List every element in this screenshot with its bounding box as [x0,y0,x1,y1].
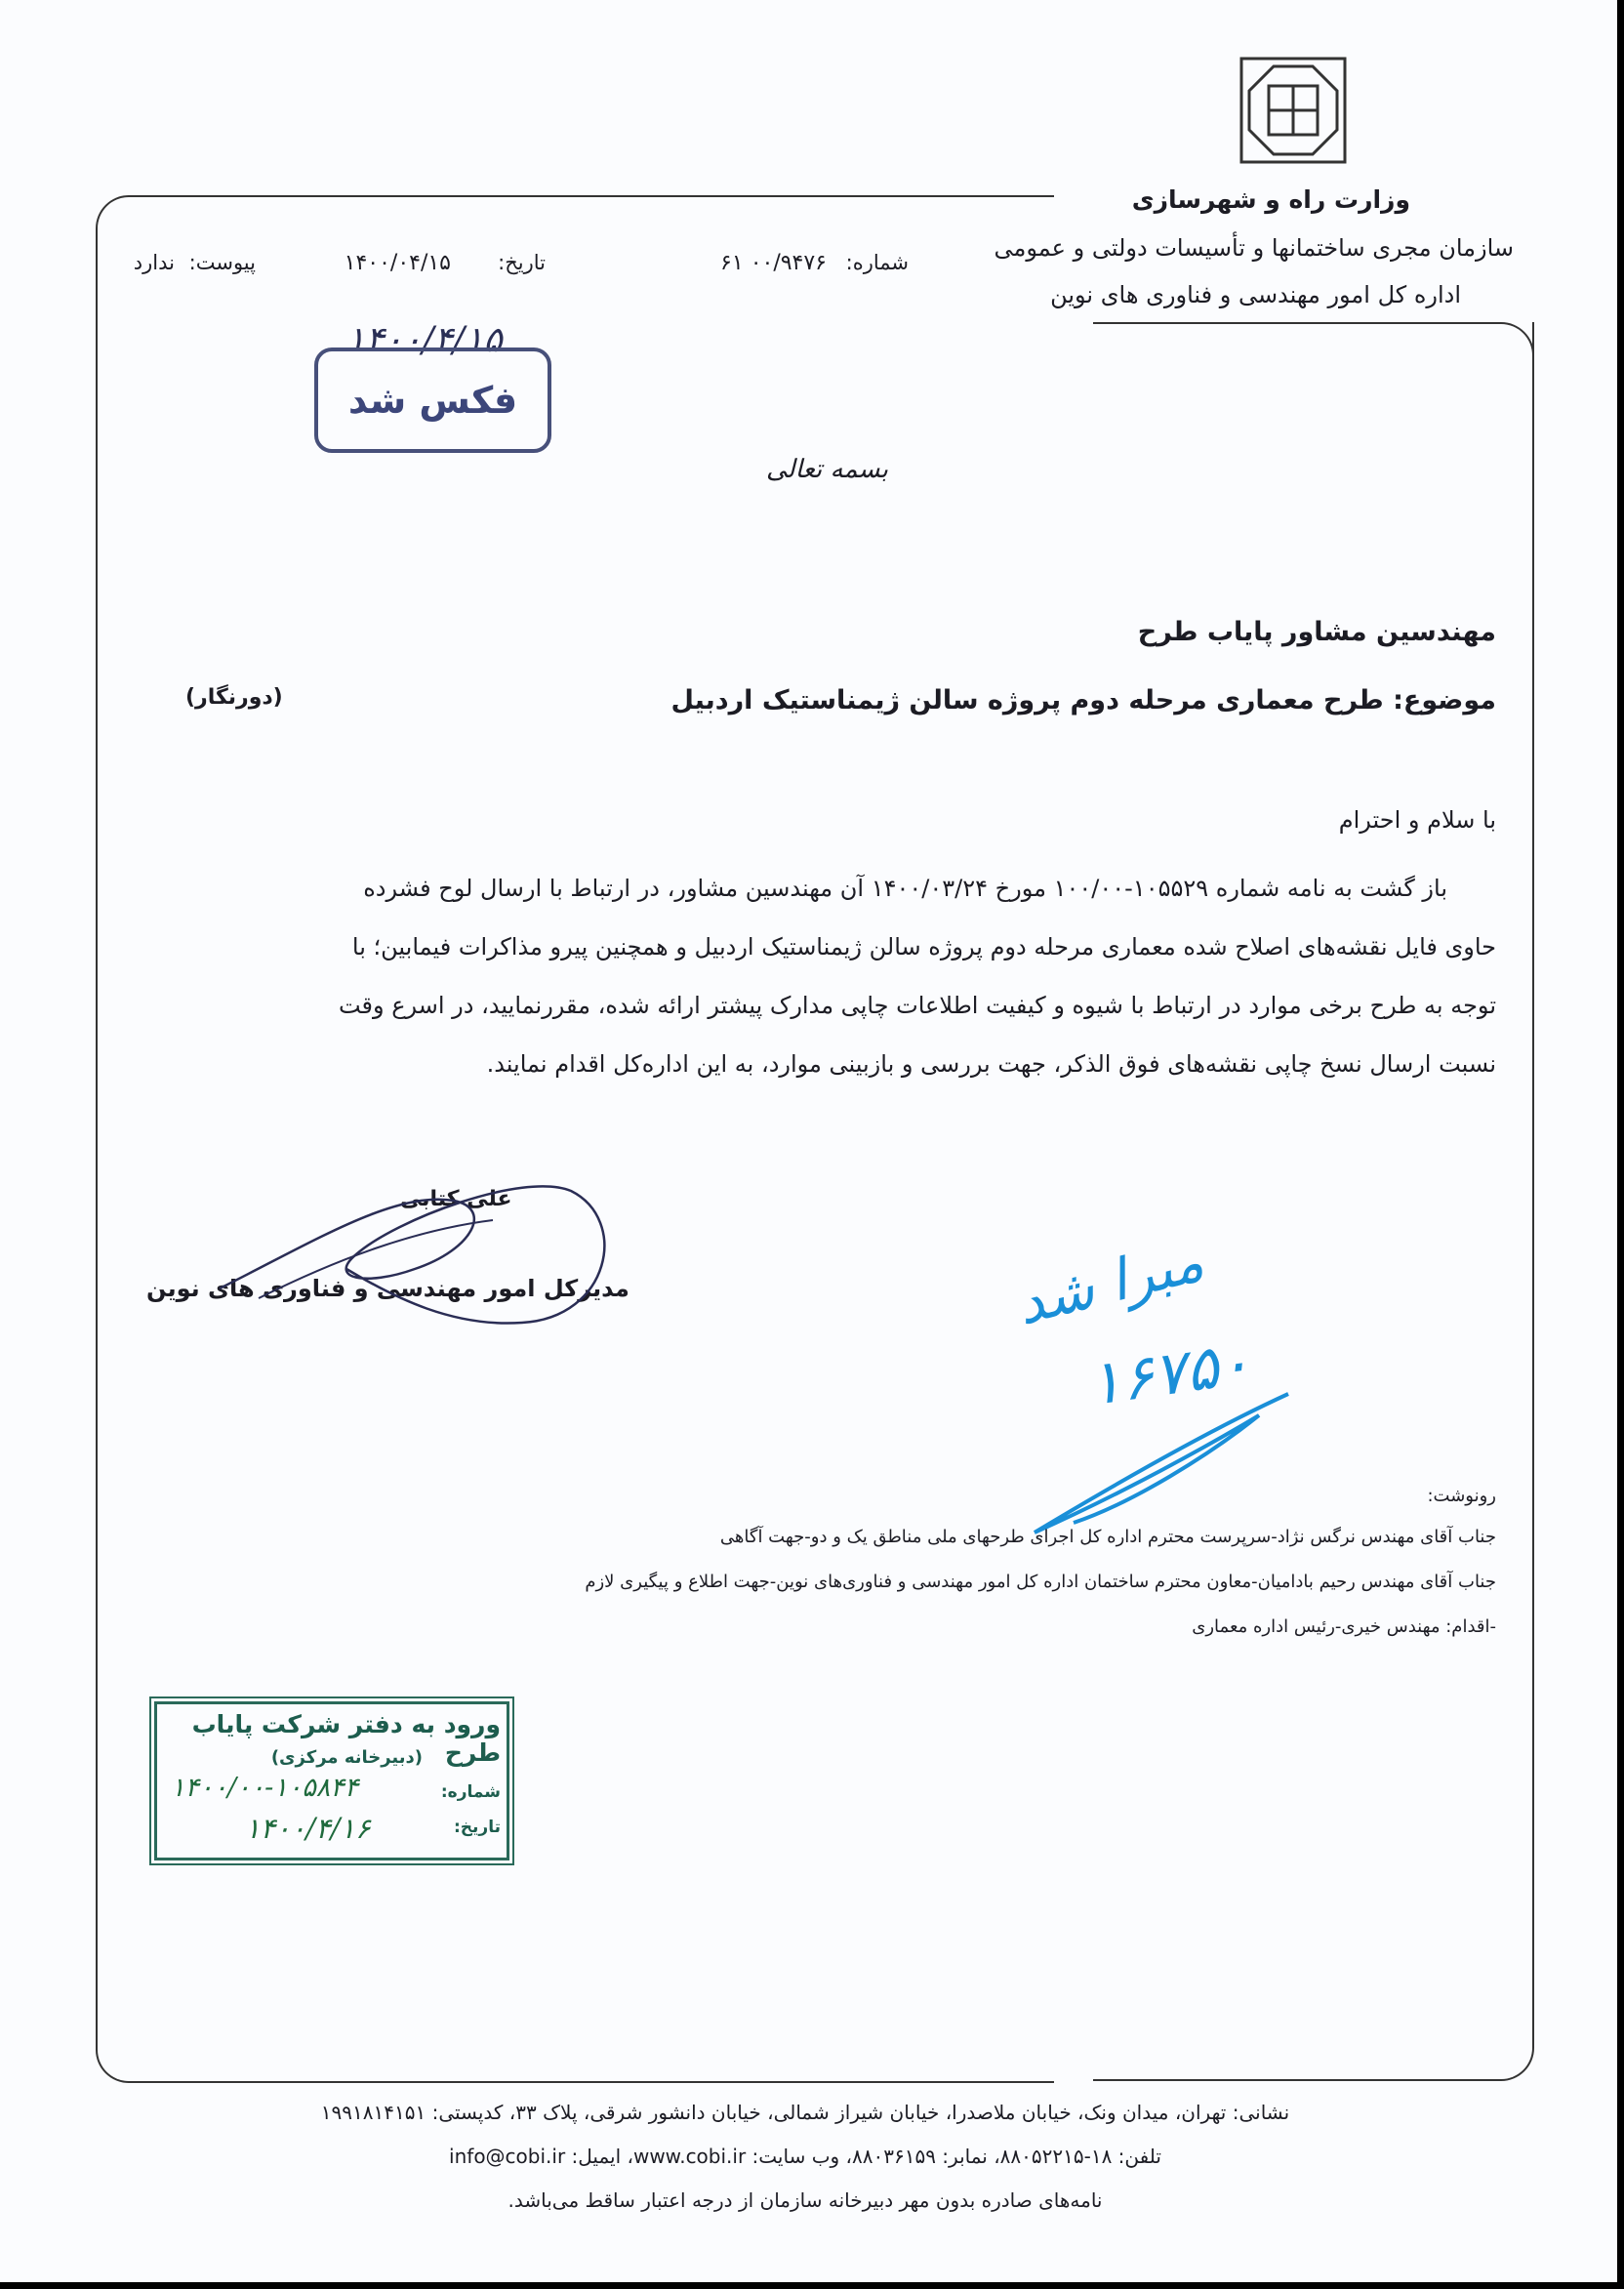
footer-note: نامه‌های صادره بدون مهر دبیرخانه سازمان از درجه اعتبار ساقط می‌باشد. [508,2188,1103,2212]
ministry-name: وزارت راه و شهرسازی [1131,185,1410,214]
receipt-date-label: تاریخ: [454,1818,501,1837]
fax-stamp: فکس شد [314,347,551,453]
organization-name: سازمان مجری ساختمانها و تأسیسات دولتی و عمومی [994,234,1514,262]
signatory-title: مدیرکل امور مهندسی و فناوری های نوین [146,1275,629,1302]
meta-attachment-value: ندارد [133,251,175,274]
subject: موضوع: طرح معماری مرحله دوم پروژه سالن ژیمناستیک اردبیل [670,685,1496,715]
cc-line-2: جناب آقای مهندس رحیم بادامیان-معاون محترم ساختمان اداره کل امور مهندسی و فناوری‌های نوین-جهت اطلاع و پیگیری لازم [585,1572,1496,1592]
signatory-name: علی کتابی [400,1187,512,1211]
body-line-4: نسبت ارسال نسخ چاپی نقشه‌های فوق الذکر، جهت بررسی و بازبینی موارد، به این اداره‌کل اقدام نمایند. [486,1050,1496,1078]
delivery-method: (دورنگار) [185,685,283,710]
receipt-number-value: ۱۴۰۰/۰۰-۱۰۵۸۴۴ [171,1773,359,1803]
meta-number-value: ۰۰/۹۴۷۶ ۶۱ [720,251,827,275]
meta-date-label: تاریخ: [498,251,546,274]
handwritten-note-number: ۱۶۷۵۰ [1083,1326,1255,1420]
meta-number-label: شماره: [845,251,909,274]
meta-date-value: ۱۴۰۰/۰۴/۱۵ [344,251,451,275]
cc-label: رونوشت: [1427,1486,1496,1506]
greeting: با سلام و احترام [1338,806,1496,834]
meta-attachment-label: پیوست: [188,251,256,274]
receipt-stamp-subtitle: (دبیرخانه مرکزی) [270,1747,423,1768]
footer-contact: تلفن: ۱۸-۸۸۰۵۲۲۱۵، نمابر: ۸۸۰۳۶۱۵۹، وب سایت: www.cobi.ir، ایمیل: info@cobi.ir [449,2145,1161,2168]
department-name: اداره کل امور مهندسی و فناوری های نوین [1050,281,1461,308]
receipt-stamp-title: ورود به دفتر شرکت پایاب طرح [191,1710,501,1767]
receipt-number-label: شماره: [440,1782,501,1802]
receipt-stamp [154,1701,509,1860]
handwritten-flourish-icon [1015,1386,1298,1542]
footer-address: نشانی: تهران، میدان ونک، خیابان ملاصدرا، خیابان شیراز شمالی، خیابان دانشور شرقی، پلاک ۳۳، کدپستی: ۱۹۹۱۸۱۴۱۵۱ [320,2101,1290,2124]
cc-line-3: -اقدام: مهندس خیری-رئیس اداره معماری [1192,1616,1496,1637]
recipient: مهندسین مشاور پایاب طرح [1137,617,1496,647]
body-line-2: حاوی فایل نقشه‌های اصلاح شده معماری مرحله دوم پروژه سالن ژیمناستیک اردبیل و همچنین پیرو مذاکرات فیمابین؛ با [351,933,1496,961]
signature-scribble-icon [200,1162,639,1337]
handwritten-note-word: مبرا شد [1009,1227,1210,1338]
fax-handwritten-date: ۱۴۰۰/۴/۱۵ [346,320,503,360]
body-line-3: توجه به طرح برخی موارد در ارتباط با شیوه و کیفیت اطلاعات چاپی مدارک پیشتر ارائه شده، مقررنمایید، در اسرع وقت [338,992,1496,1019]
page-frame-top-right [1093,322,1534,383]
ministry-logo-icon [1239,57,1347,164]
cc-line-1: جناب آقای مهندس نرگس نژاد-سرپرست محترم اداره کل اجرای طرحهای ملی مناطق یک و دو-جهت آگاهی [719,1527,1496,1547]
page-frame-right [1093,322,1534,2081]
receipt-date-value: ۱۴۰۰/۴/۱۶ [245,1812,371,1845]
body-line-1: باز گشت به نامه شماره ۱۰۵۵۲۹-۱۰۰/۰۰ مورخ ۱۴۰۰/۰۳/۲۴ آن مهندسین مشاور، در ارتباط با ارسال لوح فشرده [363,875,1447,902]
basmala: بسمه تعالی [766,455,888,484]
